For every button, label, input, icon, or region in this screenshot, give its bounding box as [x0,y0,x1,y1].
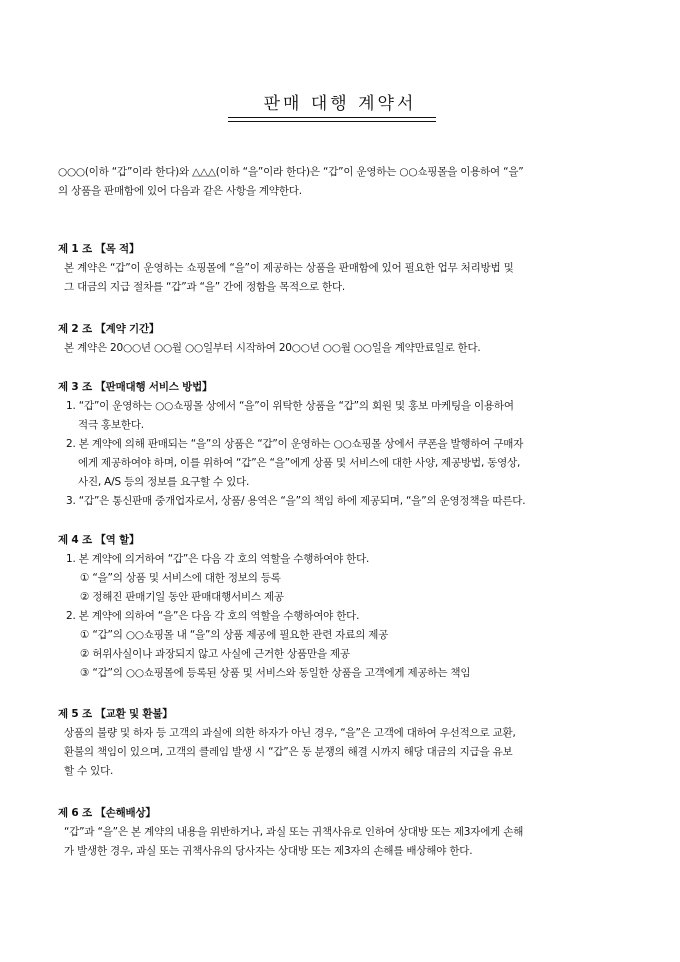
list-item-continuation: 사진, A/S 등의 정보를 요구할 수 있다. [78,476,250,488]
article-heading: 제 1 조 【목 적】 [58,243,140,255]
list-item: 2. 본 계약에 의하여 “을”은 다음 각 호의 역할을 수행하여야 한다. [66,610,360,622]
article-line: 가 발생한 경우, 과실 또는 귀책사유의 당사자는 상대방 또는 제3자의 손해를 배상해야 한다. [64,845,473,857]
list-item: 3. “갑”은 통신판매 중개업자로서, 상품/ 용역은 “을”의 책임 하에 제공되며, “을”의 운영정책을 따른다. [66,495,526,507]
article-heading: 제 2 조 【계약 기간】 [58,323,160,335]
sub-item: ① “갑”의 ○○쇼핑몰 내 “을”의 상품 제공에 필요한 관련 자료의 제공 [80,629,389,641]
article-heading: 제 4 조 【역 할】 [58,534,140,546]
sub-item: ③ “갑”의 ○○쇼핑몰에 등록된 상품 및 서비스와 동일한 상품을 고객에게 제공하는 책임 [80,667,471,679]
sub-item: ① “을”의 상품 및 서비스에 대한 정보의 등록 [80,572,281,584]
intro-paragraph [58,163,626,201]
list-item: 2. 본 계약에 의해 판매되는 “을”의 상품은 “갑”이 운영하는 ○○쇼핑몰 상에서 쿠폰을 발행하여 구매자 [66,438,524,450]
sub-item: ② 정해진 판매기일 동안 판매대행서비스 제공 [80,591,284,603]
article-line: 상품의 불량 및 하자 등 고객의 과실에 의한 하자가 아닌 경우, “을”은 고객에 대하여 우선적으로 교환, [64,727,516,739]
list-item-continuation: 적극 홍보한다. [78,419,144,431]
article-5 [58,706,628,781]
list-item: 1. 본 계약에 의거하여 “갑”은 다음 각 호의 역할을 수행하여야 한다. [66,553,370,565]
title-underline-top [228,117,436,118]
intro-line: 의 상품을 판매함에 있어 다음과 같은 사항을 계약한다. [58,185,302,197]
article-heading: 제 5 조 【교환 및 환불】 [58,708,173,720]
article-6 [58,805,628,861]
article-line: 그 대금의 지급 절차를 “갑”과 “을” 간에 정함을 목적으로 한다. [64,281,346,293]
intro-line: ○○○(이하 “갑”이라 한다)와 △△△(이하 “을”이라 한다)은 “갑”이 운영하는 ○○쇼핑몰을 이용하여 “을” [58,166,524,178]
title-underline-bottom [228,121,436,122]
article-line: 환불의 책임이 있으며, 고객의 클레임 발생 시 “갑”은 동 분쟁의 해결 시까지 해당 대금의 지급을 유보 [64,746,513,758]
sub-item: ② 허위사실이나 과장되지 않고 사실에 근거한 상품만을 제공 [80,648,350,660]
document-title: 판매 대행 계약서 [263,94,417,114]
article-heading: 제 3 조 【판매대행 서비스 방법】 [58,381,213,393]
article-line: 본 계약은 20○○년 ○○월 ○○일부터 시작하여 20○○년 ○○월 ○○일을 계약만료일로 한다. [64,342,481,354]
article-line: 본 계약은 “갑”이 운영하는 쇼핑몰에 “을”이 제공하는 상품을 판매함에 있어 필요한 업무 처리방법 및 [64,262,514,274]
article-line: 할 수 있다. [64,765,114,777]
article-line: “갑”과 “을”은 본 계약의 내용을 위반하거나, 과실 또는 귀책사유로 인하여 상대방 또는 제3자에게 손해 [64,826,524,838]
list-item-continuation: 에게 제공하여야 하며, 이를 위하여 “갑”은 “을”에게 상품 및 서비스에 대한 사양, 제공방법, 동영상, [78,457,521,469]
article-heading: 제 6 조 【손해배상】 [58,807,156,819]
list-item: 1. “갑”이 운영하는 ○○쇼핑몰 상에서 “을”이 위탁한 상품을 “갑”의 회원 및 홍보 마케팅을 이용하여 [66,400,514,412]
article-2 [58,321,628,358]
article-1 [58,241,628,297]
article-3 [58,379,628,511]
article-4 [58,532,628,683]
